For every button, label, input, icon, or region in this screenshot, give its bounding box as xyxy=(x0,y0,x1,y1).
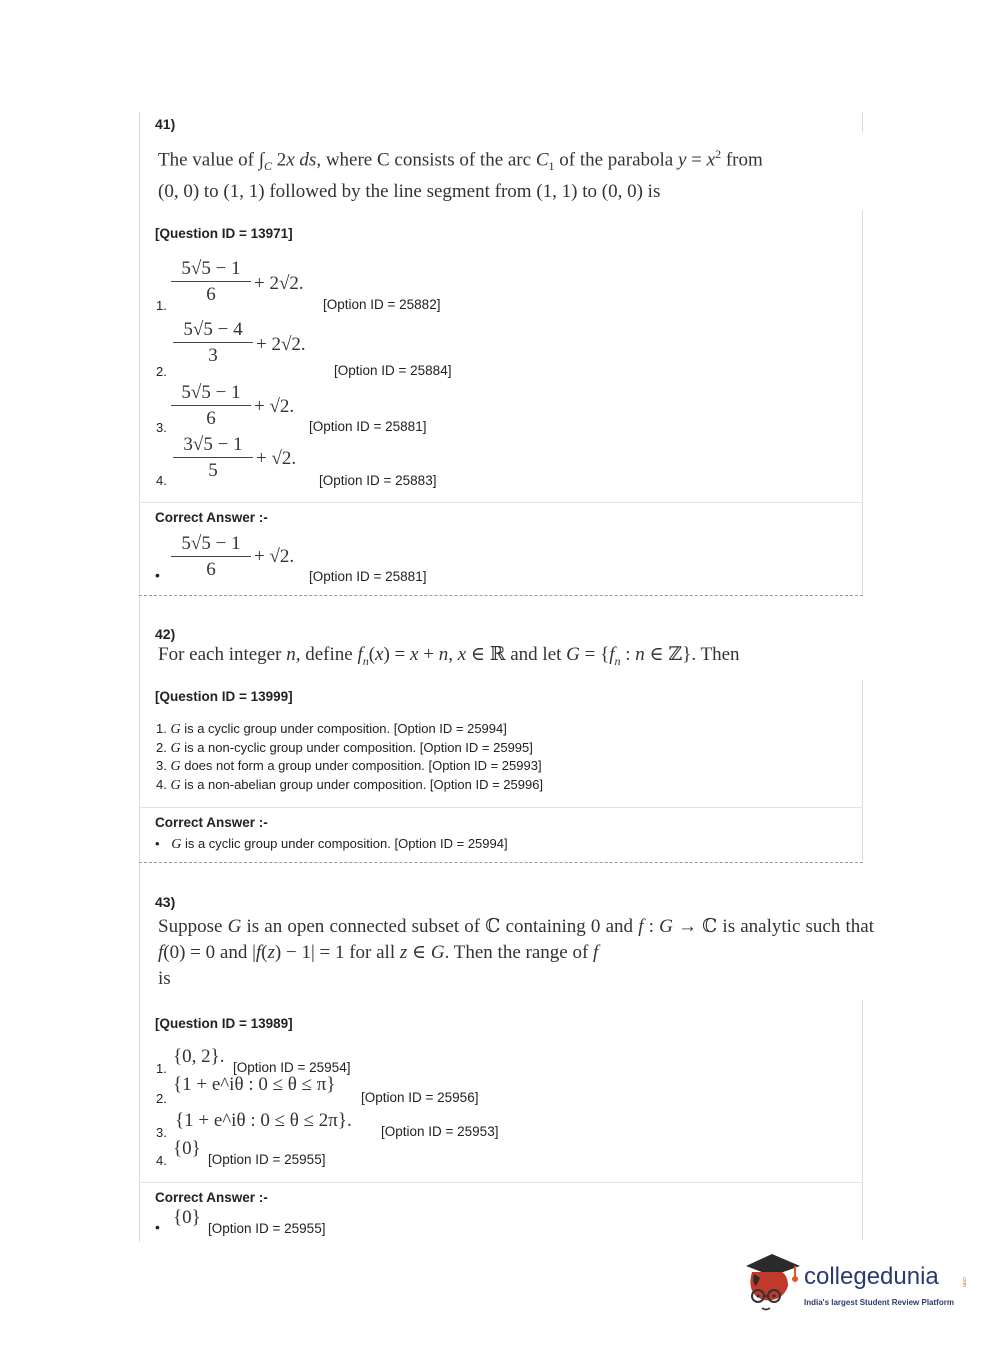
right-border-q42 xyxy=(862,680,863,860)
q41-opt1-plus: + 2√2. xyxy=(254,273,304,294)
q41-correct-bullet: • xyxy=(155,567,160,583)
q43-correct-id: [Option ID = 25955] xyxy=(208,1221,326,1236)
q42-opt3-num: 3. xyxy=(156,758,167,773)
q41-opt3-fraction xyxy=(171,382,251,430)
right-border-q41-opts xyxy=(862,210,863,595)
q43-opt4-id[interactable]: [Option ID = 25955] xyxy=(208,1152,326,1167)
fraction-bar xyxy=(171,281,251,282)
q41-opt2-plus: + 2√2. xyxy=(256,334,306,355)
q41-correct-id: [Option ID = 25881] xyxy=(309,569,427,584)
q42-number: 42) xyxy=(155,626,176,642)
q43-correct-label: Correct Answer :- xyxy=(155,1190,268,1205)
q41-opt2-num: 2. xyxy=(156,364,167,379)
q43-opt1-num: 1. xyxy=(156,1061,167,1076)
q43-opt1-id[interactable]: [Option ID = 25954] xyxy=(233,1060,351,1075)
q42-correct-label: Correct Answer :- xyxy=(155,815,268,830)
q41-opt1-num: 1. xyxy=(156,298,167,313)
q41-opt1-fraction xyxy=(171,258,251,306)
q42-opt4-var: G xyxy=(170,778,181,793)
q42-correct-bullet: • xyxy=(155,836,160,851)
q41-correct-label: Correct Answer :- xyxy=(155,510,268,525)
q43-opt2-set: {1 + e^iθ : 0 ≤ θ ≤ π} xyxy=(173,1074,336,1095)
q41-opt1-id[interactable]: [Option ID = 25882] xyxy=(323,297,441,312)
q41-opt2-id[interactable]: [Option ID = 25884] xyxy=(334,363,452,378)
q41-opt1-numerator: 5√5 − 1 xyxy=(181,258,241,279)
q43-answer-divider xyxy=(139,1182,863,1183)
q41-correct-plus: + √2. xyxy=(254,546,295,567)
q42-opt3[interactable] xyxy=(156,758,542,775)
q43-opt4-num: 4. xyxy=(156,1153,167,1168)
brand-suffix: .com xyxy=(961,1276,967,1287)
q43-opt3-set: {1 + e^iθ : 0 ≤ θ ≤ 2π}. xyxy=(175,1110,352,1131)
q41-opt3-numerator: 5√5 − 1 xyxy=(181,382,241,403)
q42-opt4-text: is a non-abelian group under composition. [Option ID = 25996] xyxy=(184,777,544,792)
q42-stem: For each integer n, define $f_n(x) = x + n$, x ∈ ℝ and let $G = \{f_n$ : n ∈ ℤ}. Then xyxy=(158,644,740,668)
left-border xyxy=(139,112,140,1242)
q43-opt1-set: {0, 2}. xyxy=(173,1046,225,1067)
q42-answer-divider xyxy=(139,807,863,808)
brand-tagline: India's largest Student Review Platform xyxy=(804,1298,954,1307)
q42-opt3-text: does not form a group under composition. [Option ID = 25993] xyxy=(184,758,542,773)
q42-opt1-num: 1. xyxy=(156,721,167,736)
q41-opt4-num: 4. xyxy=(156,473,167,488)
q41-opt4-plus: + √2. xyxy=(256,448,297,469)
q42-correct-text: is a cyclic group under composition. [Option ID = 25994] xyxy=(184,836,508,851)
right-border-q41 xyxy=(862,112,863,132)
q43-opt2-id[interactable]: [Option ID = 25956] xyxy=(361,1090,479,1105)
q41-opt3-denominator: 6 xyxy=(206,408,216,429)
q41-correct-denominator: 6 xyxy=(206,559,216,580)
fraction-bar xyxy=(171,405,251,406)
q42-opt2-text: is a non-cyclic group under composition. [Option ID = 25995] xyxy=(184,740,533,755)
q43-opt3-num: 3. xyxy=(156,1125,167,1140)
brand-name: collegedunia xyxy=(804,1263,939,1290)
q41-stem: The value of $\int_C$ 2x ds, where C consists of the arc $C_1$ of the parabola $y = x^2$ from (0, 0) to (1, 1) followed by the line segment from (1, 1) to (0, 0) is xyxy=(158,147,763,203)
fraction-bar xyxy=(173,457,253,458)
q42-opt1-var: G xyxy=(170,722,181,737)
q41-opt4-fraction xyxy=(173,434,253,482)
q41-opt4-numerator: 3√5 − 1 xyxy=(183,434,243,455)
q42-opt2-num: 2. xyxy=(156,740,167,755)
q42-opt1[interactable] xyxy=(156,721,507,738)
fraction-bar xyxy=(173,342,253,343)
q42-opt2-var: G xyxy=(170,741,181,756)
q41-answer-divider xyxy=(139,502,863,503)
q41-opt3-plus: + √2. xyxy=(254,396,295,417)
q41-question-id: [Question ID = 13971] xyxy=(155,226,293,241)
q43-correct-set: {0} xyxy=(173,1207,201,1228)
q41-correct-fraction xyxy=(171,533,251,581)
q41-end-divider xyxy=(139,595,863,596)
q41-opt4-denominator: 5 xyxy=(208,460,218,481)
q41-opt2-fraction xyxy=(173,319,253,367)
q41-number: 41) xyxy=(155,116,176,132)
q41-opt2-numerator: 5√5 − 4 xyxy=(183,319,243,340)
q42-correct xyxy=(155,836,508,853)
right-border-q43 xyxy=(862,1000,863,1240)
q42-opt1-text: is a cyclic group under composition. [Option ID = 25994] xyxy=(184,721,507,736)
q42-opt4[interactable] xyxy=(156,777,543,794)
q43-stem: Suppose G is an open connected subset of ℂ containing 0 and f : G → ℂ is analytic such that f(0) = 0 and |f(z) − 1| = 1 for all z ∈ G. Then the range of f is xyxy=(158,916,875,989)
q41-correct-numerator: 5√5 − 1 xyxy=(181,533,241,554)
q43-correct-bullet: • xyxy=(155,1219,160,1235)
q43-question-id: [Question ID = 13989] xyxy=(155,1016,293,1031)
q43-opt2-num: 2. xyxy=(156,1091,167,1106)
q42-opt2[interactable] xyxy=(156,740,533,757)
q41-opt3-num: 3. xyxy=(156,420,167,435)
q42-correct-var: G xyxy=(171,837,182,852)
q43-number: 43) xyxy=(155,894,176,910)
q43-opt4-set: {0} xyxy=(173,1138,201,1159)
collegedunia-logo-icon xyxy=(742,1252,804,1314)
q41-opt2-denominator: 3 xyxy=(208,345,218,366)
q43-opt3-id[interactable]: [Option ID = 25953] xyxy=(381,1124,499,1139)
q42-opt4-num: 4. xyxy=(156,777,167,792)
q42-end-divider xyxy=(139,862,863,863)
q41-opt4-id[interactable]: [Option ID = 25883] xyxy=(319,473,437,488)
fraction-bar xyxy=(171,556,251,557)
q42-opt3-var: G xyxy=(170,759,181,774)
q41-opt1-denominator: 6 xyxy=(206,284,216,305)
q41-opt3-id[interactable]: [Option ID = 25881] xyxy=(309,419,427,434)
q42-question-id: [Question ID = 13999] xyxy=(155,689,293,704)
